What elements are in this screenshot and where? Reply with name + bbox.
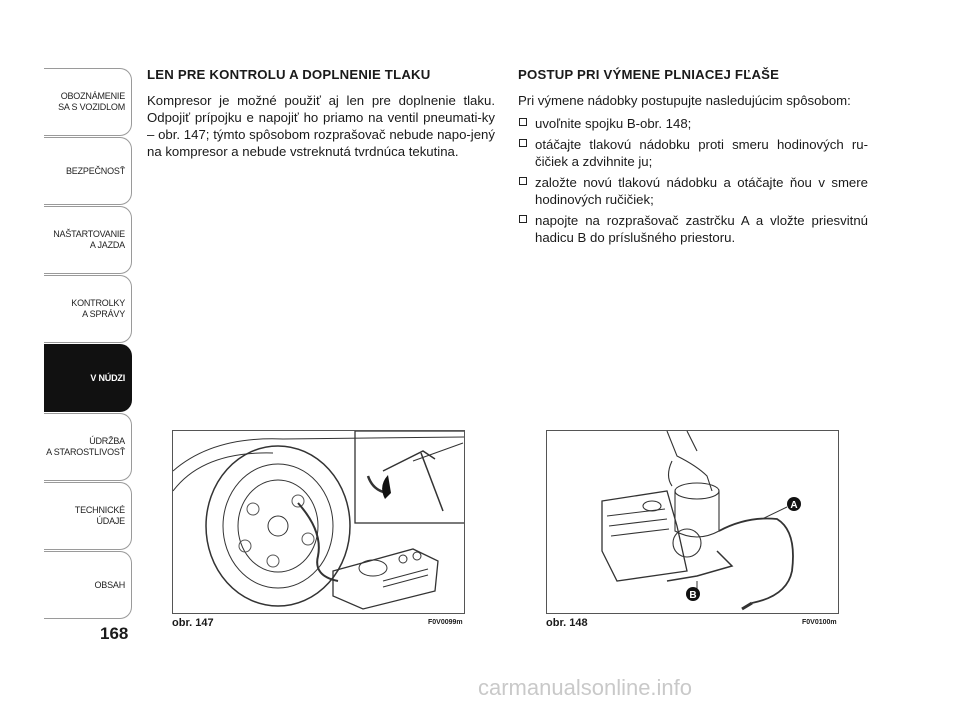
tire-compressor-illustration (173, 431, 465, 614)
tab-label: KONTROLKY (71, 298, 125, 308)
figure-caption: obr. 148 (546, 617, 588, 629)
list-item: otáčajte tlakovú nádobku proti smeru hodinových ru-čičiek a zdvihnite ju; (518, 136, 868, 170)
tab-udrzba[interactable] (44, 413, 132, 481)
tab-label: TECHNICKÉ (74, 505, 125, 515)
tab-label: OBOZNÁMENIE (60, 91, 125, 101)
tab-oboznamenie[interactable] (44, 68, 132, 136)
tab-label: SA S VOZIDLOM (58, 102, 125, 112)
tab-obsah[interactable] (44, 551, 132, 619)
tab-kontrolky[interactable] (44, 275, 132, 343)
list-item: uvoľnite spojku B-obr. 148; (518, 115, 868, 132)
tab-label: OBSAH (94, 579, 125, 590)
steps-list (518, 115, 868, 246)
figure-148 (546, 430, 839, 614)
tab-label: A STAROSTLIVOSŤ (46, 447, 125, 457)
tab-nastartovanie[interactable] (44, 206, 132, 274)
label-a: A (790, 500, 798, 511)
figure-caption: obr. 147 (172, 617, 214, 629)
bottle-replacement-illustration (547, 431, 839, 614)
tab-label: ÚDRŽBA (89, 436, 125, 446)
watermark: carmanualsonline.info (478, 675, 693, 700)
figure-code: F0V0099m (428, 619, 463, 626)
tab-technicke-udaje[interactable] (44, 482, 132, 550)
tab-label: ÚDAJE (96, 516, 125, 526)
tab-label: A SPRÁVY (82, 309, 125, 319)
label-b: B (689, 590, 697, 601)
tab-label: NAŠTARTOVANIE (53, 229, 125, 239)
section-paragraph: Kompresor je možné použiť aj len pre doplnenie tlaku. Odpojiť prípojku e napojiť ho priamo na ventil pneumati-ky – obr. 147; týmto spôsobom rozprašovač nebude napo-jený na kompresor a nebude vstreknutá tvrdnúca tekutina. (147, 93, 495, 159)
figure-code: F0V0100m (802, 619, 837, 626)
tab-v-nudzi[interactable] (44, 344, 132, 412)
page-number: 168 (100, 624, 129, 643)
tab-label: V NÚDZI (90, 372, 125, 383)
tab-bezpecnost[interactable] (44, 137, 132, 205)
list-item: založte novú tlakovú nádobku a otáčajte ňou v smere hodinových ručičiek; (518, 174, 868, 208)
list-item: napojte na rozprašovač zastrčku A a vložte priesvitnú hadicu B do príslušného priestoru. (518, 212, 868, 246)
tab-label: BEZPEČNOSŤ (65, 165, 125, 176)
section-intro: Pri výmene nádobky postupujte nasledujúcim spôsobom: (518, 93, 851, 108)
tab-label: A JAZDA (89, 240, 125, 250)
right-column (518, 66, 868, 250)
section-heading: LEN PRE KONTROLU A DOPLNENIE TLAKU (147, 67, 431, 82)
left-column (147, 66, 495, 160)
figure-147 (172, 430, 465, 614)
section-heading: POSTUP PRI VÝMENE PLNIACEJ FĽAŠE (518, 67, 780, 82)
